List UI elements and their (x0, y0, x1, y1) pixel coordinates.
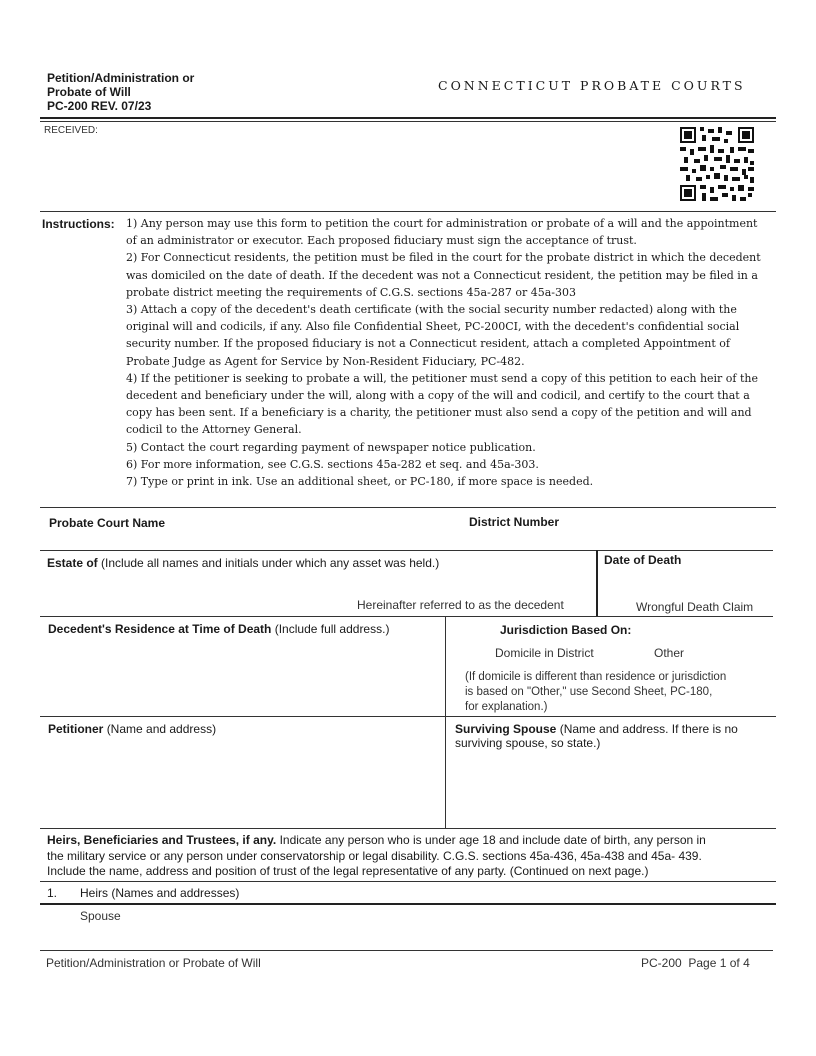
instruction-line: decedent and beneficiary under the will, along with a copy of the will and codicil, and certify to the court that a (126, 389, 750, 403)
estate-top-rule (40, 550, 773, 551)
jurisdiction-note-line: is based on "Other," use Second Sheet, PC-180, (465, 686, 713, 698)
instruction-line: Probate Judge as Agent for Service by Non-Resident Fiduciary, PC-482. (126, 354, 525, 368)
qr-code (680, 127, 754, 201)
hereinafter-note: Hereinafter referred to as the decedent (357, 598, 564, 612)
footer-form-title: Petition/Administration or Probate of Will (46, 956, 261, 970)
instruction-line: security number. If the proposed fiduciary is not a Connecticut resident, attach a completed Appointment of (126, 337, 730, 351)
instructions-label: Instructions: (42, 217, 115, 231)
footer-page-number: PC-200 Page 1 of 4 (641, 956, 750, 970)
instruction-line: of an administrator or executor. Each proposed fiduciary must sign the acceptance of trust. (126, 234, 637, 248)
surviving-spouse-field[interactable] (455, 755, 770, 823)
instruction-line: probate district meeting the requirements of C.G.S. sections 45a-287 or 45a-303 (126, 285, 576, 299)
jurisdiction-label: Jurisdiction Based On: (500, 623, 632, 637)
instruction-line: 1) Any person may use this form to petition the court for administration or probate of a will and the appointment (126, 217, 758, 230)
instruction-line: 5) Contact the court regarding payment of newspaper notice publication. (126, 440, 536, 454)
residence-note: (Include full address.) (274, 622, 390, 636)
received-label: RECEIVED: (44, 125, 98, 136)
instruction-line: copy has been sent. If a beneficiary is a charity, the petitioner must also send a copy of the petition and will and (126, 406, 752, 420)
residence-label-group (48, 622, 389, 636)
surviving-spouse-note: (Name and address. If there is no (559, 722, 738, 736)
surviving-spouse-note-2: surviving spouse, so state.) (455, 736, 601, 750)
petitioner-note: (Name and address) (106, 722, 217, 736)
heirs-top-rule (40, 828, 776, 829)
surviving-spouse-label: Surviving Spouse (455, 722, 557, 736)
estate-label-group (47, 556, 439, 570)
heirs-note-line-3: Include the name, address and position of trust of the legal representative of any party. (Continued on next page.) (47, 864, 649, 878)
jurisdiction-note (465, 670, 726, 715)
instruction-line: was domiciled on the date of death. If the decedent was not a Connecticut resident, the petition may be filed in a (126, 268, 758, 282)
estate-note: (Include all names and initials under which any asset was held.) (101, 556, 440, 570)
instruction-line: 4) If the petitioner is seeking to probate a will, the petitioner must send a copy of this petition to each heir of the (126, 371, 759, 385)
form-title (47, 71, 194, 113)
instruction-line: original will and codicils, if any. Also file Confidential Sheet, PC-200CI, with the decedent's confidential social (126, 320, 740, 334)
residence-top-rule (40, 616, 773, 617)
heirs-text (47, 833, 777, 880)
instruction-line: 7) Type or print in ink. Use an additional sheet, or PC-180, if more space is needed. (126, 475, 594, 489)
petitioner-field[interactable] (48, 742, 438, 822)
heirs-table-rule (40, 881, 776, 882)
district-number-label: District Number (469, 515, 560, 529)
spouse-row-label: Spouse (80, 909, 121, 923)
surviving-spouse-label-group (455, 722, 738, 750)
heirs-label: Heirs, Beneficiaries and Trustees, if any. (47, 833, 277, 847)
instructions-top-rule (40, 211, 776, 212)
date-of-death-field[interactable] (604, 572, 769, 592)
estate-label: Estate of (47, 556, 98, 570)
instruction-line: 6) For more information, see C.G.S. sections 45a-282 et seq. and 45a-303. (126, 457, 539, 471)
header-rule-thin (40, 121, 776, 122)
probate-court-name-label: Probate Court Name (49, 516, 166, 530)
wrongful-death-claim-checkbox[interactable]: Wrongful Death Claim (636, 600, 754, 614)
form-top-rule (40, 507, 776, 508)
instruction-line: 2) For Connecticut residents, the petition must be filed in the court for the probate district in which the decedent (126, 251, 761, 265)
date-of-death-divider (596, 550, 598, 616)
residence-field[interactable] (48, 642, 438, 710)
form-title-line-2: Probate of Will (47, 85, 131, 99)
jurisdiction-note-line: (If domicile is different than residence or jurisdiction (465, 671, 727, 683)
heirs-column-header: Heirs (Names and addresses) (80, 886, 240, 900)
petitioner-label: Petitioner (48, 722, 104, 736)
petitioner-label-group (48, 722, 216, 736)
other-checkbox[interactable]: Other (654, 646, 685, 660)
estate-of-field[interactable] (47, 575, 587, 595)
form-number: PC-200 REV. 07/23 (47, 99, 152, 113)
district-number-field[interactable] (469, 533, 769, 547)
petitioner-top-rule (40, 716, 776, 717)
probate-court-name-field[interactable] (49, 533, 459, 547)
residence-label: Decedent's Residence at Time of Death (48, 622, 272, 636)
court-name: CONNECTICUT PROBATE COURTS (438, 78, 746, 93)
form-title-line-1: Petition/Administration or (47, 71, 195, 85)
spouse-row-field[interactable] (140, 907, 770, 929)
instruction-line: codicil to the Attorney General. (126, 423, 302, 437)
date-of-death-label: Date of Death (604, 553, 682, 567)
footer-rule (40, 950, 773, 951)
heirs-note-line-2: the military service or any person under conservatorship or legal disability. C.G.S. sections 45a-436, 45a-438 and 45a- 439. (47, 848, 702, 863)
heirs-header-rule (40, 903, 776, 905)
instruction-line: 3) Attach a copy of the decedent's death certificate (with the social security number redacted) along with the (126, 303, 737, 317)
header-rule (40, 117, 776, 119)
heirs-note-line-1: Indicate any person who is under age 18 and include date of birth, any person in (279, 833, 706, 847)
heirs-row-number: 1. (47, 886, 58, 900)
domicile-in-district-checkbox[interactable]: Domicile in District (495, 646, 594, 660)
middle-divider (445, 616, 446, 828)
instructions-text (126, 215, 786, 490)
jurisdiction-note-line: for explanation.) (465, 701, 548, 713)
